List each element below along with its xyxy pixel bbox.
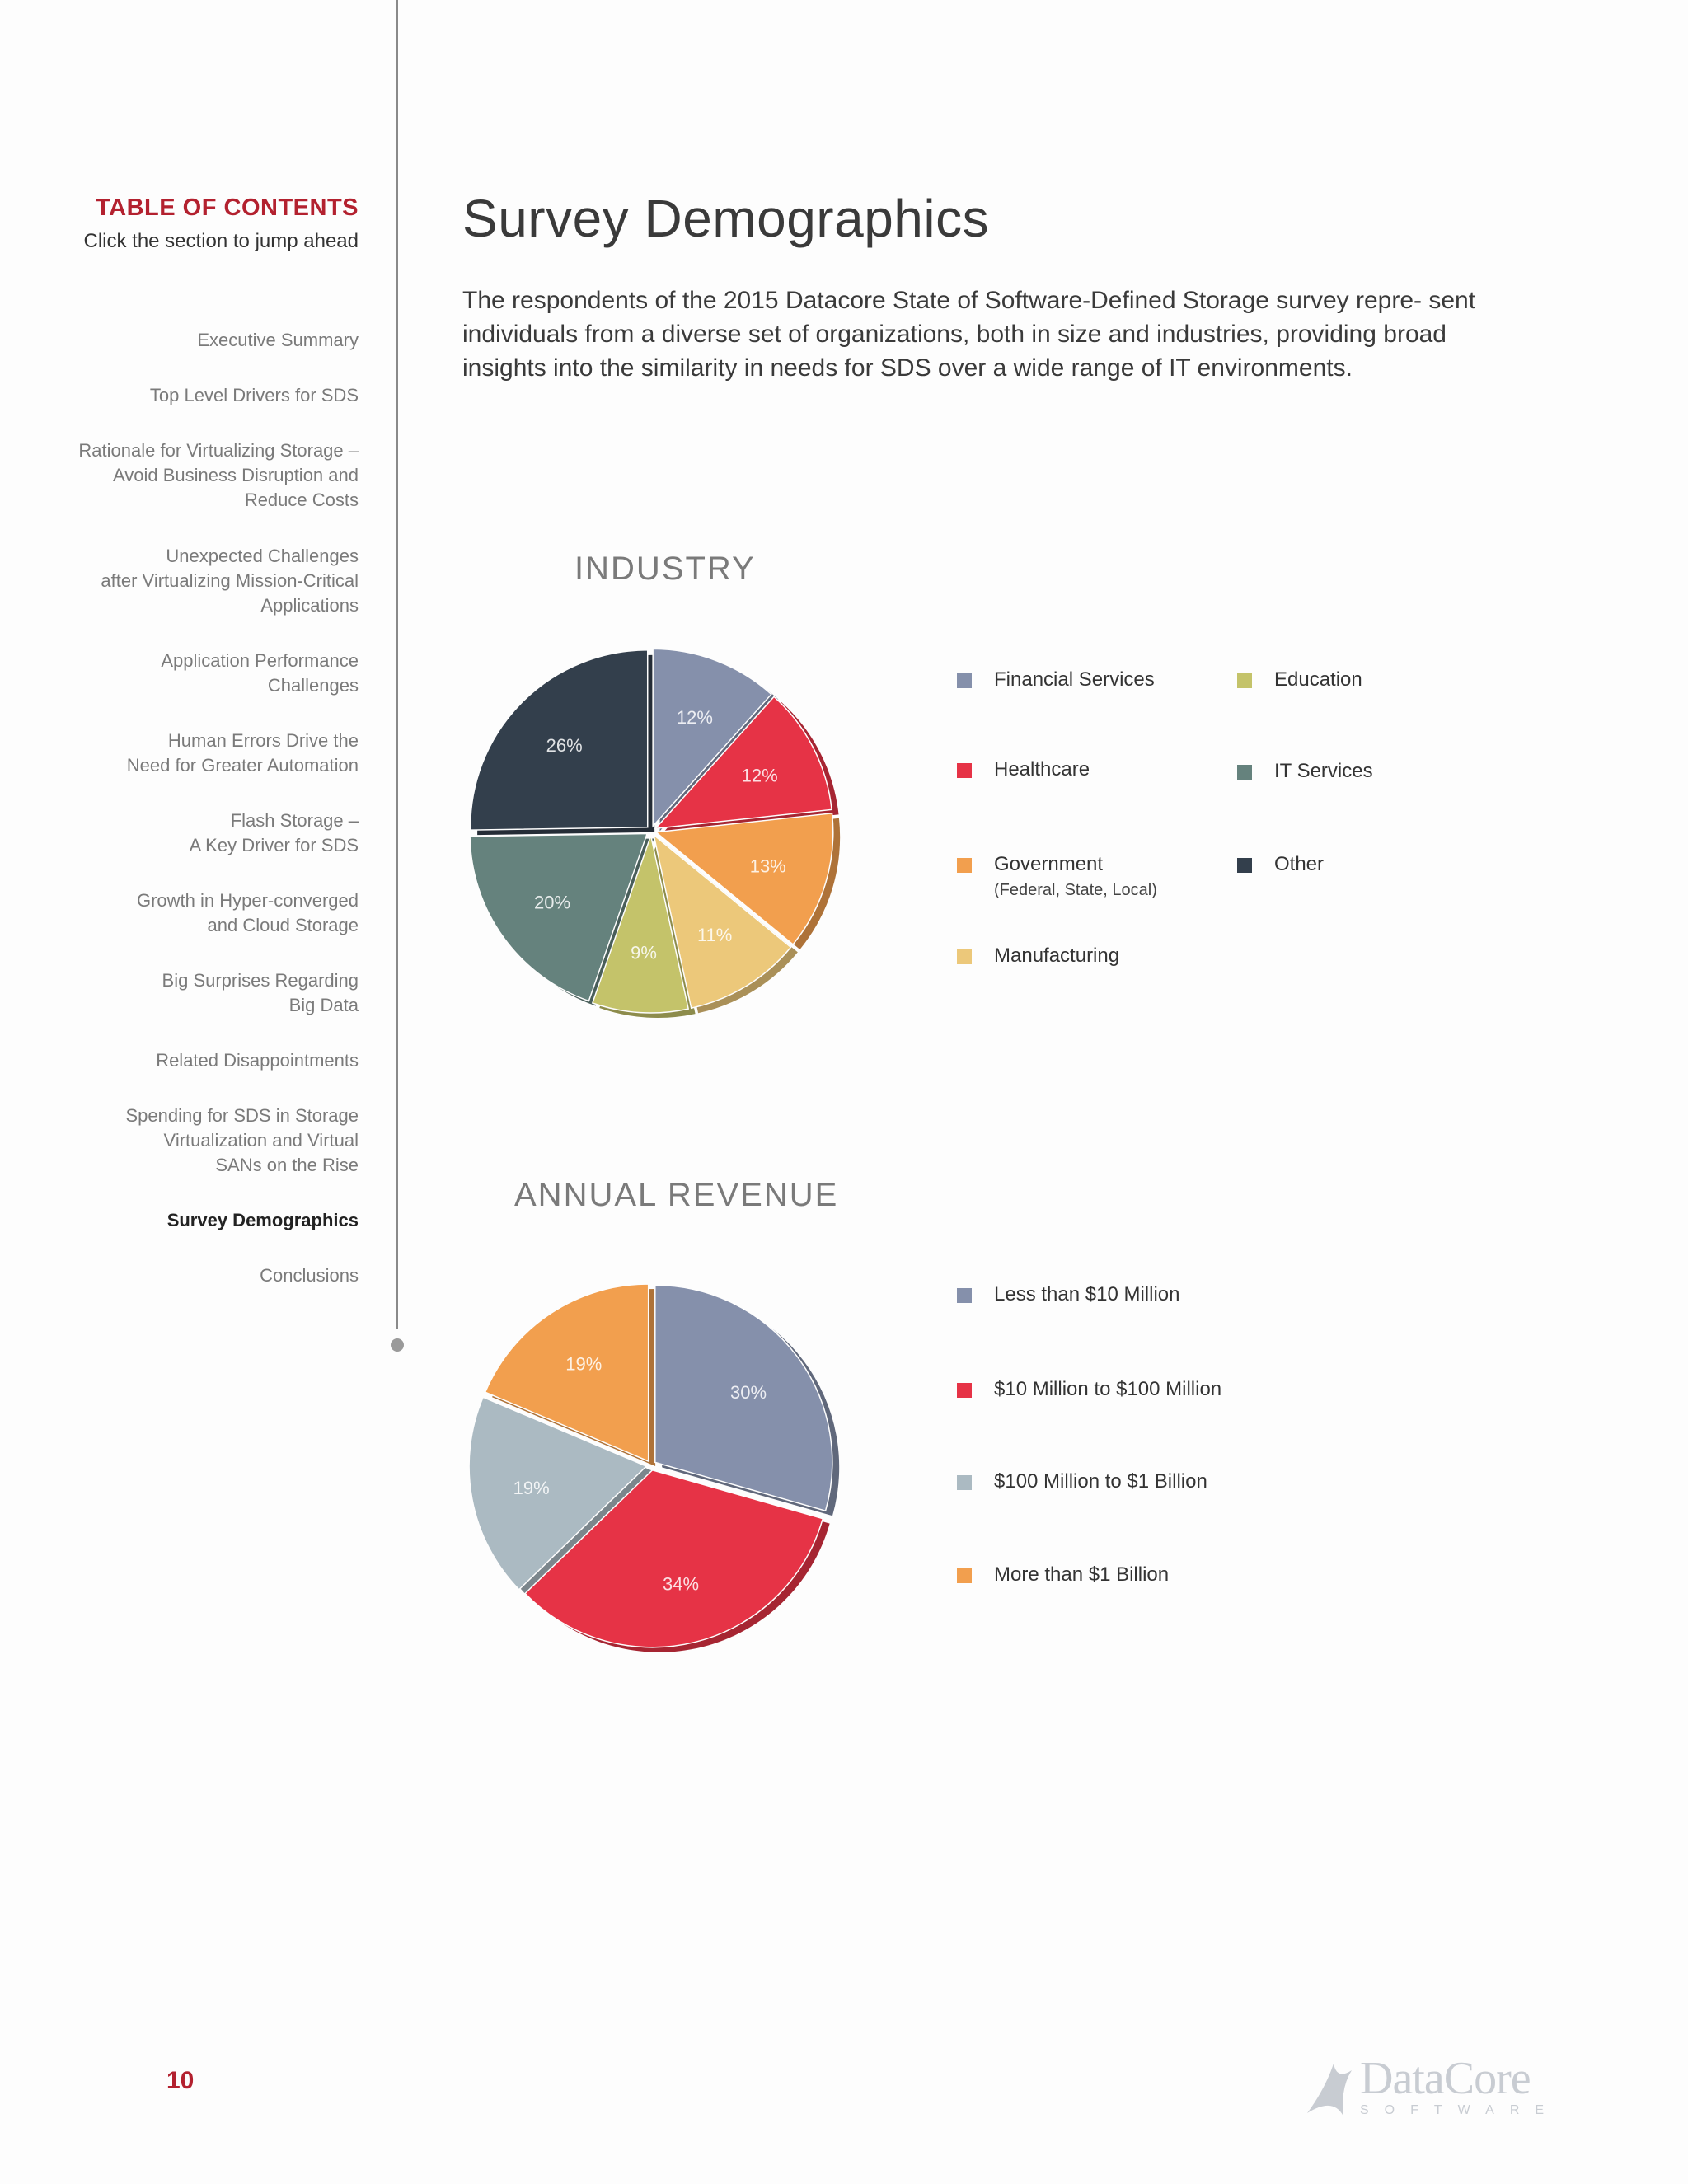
legend-label: Government bbox=[994, 853, 1104, 875]
toc-header bbox=[83, 194, 359, 253]
toc-link-line: SANs on the Rise bbox=[215, 1155, 359, 1175]
toc-subtitle: Click the section to jump ahead bbox=[83, 230, 359, 252]
legend-label: IT Services bbox=[1274, 760, 1373, 782]
logo-wordmark: DataCore bbox=[1360, 2053, 1531, 2104]
toc-link-line: Human Errors Drive the bbox=[167, 730, 359, 751]
toc-link-line: Growth in Hyper-converged bbox=[136, 890, 359, 911]
legend-swatch bbox=[957, 763, 972, 778]
pie-slice-label: 9% bbox=[631, 942, 657, 963]
pie-slice-label: 11% bbox=[696, 925, 733, 946]
toc-link[interactable] bbox=[190, 808, 359, 858]
intro-paragraph: The respondents of the 2015 Datacore State of Software-Defined Storage survey repre- sent individuals from a diverse set of organizations, both in size and industries, providing broad insights into the similarity in needs for SDS over a wide range of IT environments. bbox=[462, 287, 1476, 382]
toc-link-line: Conclusions bbox=[260, 1265, 359, 1286]
legend-swatch bbox=[957, 1383, 972, 1398]
toc-link[interactable] bbox=[162, 968, 359, 1018]
legend-label: Less than $10 Million bbox=[994, 1283, 1180, 1305]
toc-link-line: Top Level Drivers for SDS bbox=[149, 385, 359, 405]
toc-link-line: Big Data bbox=[288, 995, 359, 1015]
pie-slice-label: 30% bbox=[730, 1381, 767, 1403]
toc-link[interactable] bbox=[137, 888, 359, 938]
toc-link[interactable] bbox=[260, 1263, 359, 1288]
datacore-logo-icon bbox=[1301, 2055, 1358, 2121]
legend-label: Financial Services bbox=[994, 668, 1155, 691]
toc-link-line: Avoid Business Disruption and bbox=[113, 465, 359, 485]
toc-link-line: Applications bbox=[260, 595, 359, 616]
toc-title: TABLE OF CONTENTS bbox=[96, 194, 359, 221]
legend-swatch bbox=[957, 1288, 972, 1303]
legend-swatch bbox=[957, 1475, 972, 1490]
pie-slice-label: 20% bbox=[534, 892, 571, 913]
toc-link[interactable] bbox=[125, 1104, 359, 1178]
pie-slice-label: 13% bbox=[749, 855, 786, 877]
toc-link-line: Flash Storage – bbox=[230, 810, 359, 831]
pie-slice-label: 12% bbox=[676, 706, 713, 728]
pie-slice-label: 26% bbox=[546, 735, 583, 757]
legend-label: Manufacturing bbox=[994, 944, 1120, 967]
legend-swatch bbox=[957, 673, 972, 688]
datacore-logo bbox=[1301, 2052, 1560, 2126]
toc-link-line: Rationale for Virtualizing Storage – bbox=[78, 440, 359, 461]
legend-swatch bbox=[1237, 673, 1252, 688]
toc-link-line: Application Performance bbox=[161, 650, 359, 671]
toc-link-line: Related Disappointments bbox=[156, 1050, 359, 1071]
toc-link[interactable] bbox=[101, 544, 359, 618]
toc-link-line: after Virtualizing Mission-Critical bbox=[101, 570, 359, 591]
toc-link-line: A Key Driver for SDS bbox=[189, 835, 359, 855]
toc-link[interactable] bbox=[156, 1048, 359, 1073]
toc-link-line: Spending for SDS in Storage bbox=[125, 1105, 359, 1126]
industry-chart-title: INDUSTRY bbox=[574, 551, 756, 587]
industry-pie-chart bbox=[462, 635, 841, 1030]
toc-link-line: Virtualization and Virtual bbox=[163, 1130, 359, 1151]
legend-label: $100 Million to $1 Billion bbox=[994, 1470, 1207, 1493]
legend-swatch bbox=[1237, 765, 1252, 780]
page-number: 10 bbox=[166, 2067, 195, 2094]
legend-label: Education bbox=[1274, 668, 1362, 691]
toc-link[interactable] bbox=[167, 1208, 359, 1233]
legend-label: More than $1 Billion bbox=[994, 1563, 1170, 1586]
legend-swatch bbox=[1237, 858, 1252, 873]
toc-link-line: Challenges bbox=[267, 675, 359, 696]
toc-link[interactable] bbox=[78, 438, 359, 513]
toc-divider bbox=[396, 0, 398, 1329]
legend-label: Healthcare bbox=[994, 758, 1090, 780]
toc-link[interactable] bbox=[161, 649, 359, 698]
toc-link-line: Reduce Costs bbox=[244, 490, 359, 510]
toc-link-line: Executive Summary bbox=[197, 330, 359, 350]
pie-slice-label: 19% bbox=[513, 1478, 550, 1499]
pie-slice-label: 19% bbox=[565, 1353, 603, 1375]
pie-slice-label: 12% bbox=[741, 765, 778, 786]
page-title: Survey Demographics bbox=[462, 189, 990, 248]
toc-link[interactable] bbox=[197, 328, 359, 353]
legend-label: $10 Million to $100 Million bbox=[994, 1378, 1222, 1400]
toc-link-line: Survey Demographics bbox=[166, 1210, 359, 1230]
legend-sublabel: (Federal, State, Local) bbox=[994, 881, 1157, 899]
legend-swatch bbox=[957, 949, 972, 964]
toc-link-line: Need for Greater Automation bbox=[126, 755, 359, 776]
logo-tagline: SOFTWARE bbox=[1360, 2103, 1560, 2117]
legend-label: Other bbox=[1274, 853, 1325, 875]
revenue-pie-chart bbox=[462, 1269, 841, 1665]
legend-swatch bbox=[957, 858, 972, 873]
toc-link[interactable] bbox=[150, 383, 359, 408]
toc-scroll-marker bbox=[391, 1338, 404, 1352]
toc-link-line: Unexpected Challenges bbox=[166, 546, 359, 566]
legend-swatch bbox=[957, 1568, 972, 1583]
toc-link-line: Big Surprises Regarding bbox=[162, 970, 359, 991]
pie-slice-label: 34% bbox=[663, 1573, 700, 1595]
toc-link[interactable] bbox=[127, 729, 359, 778]
toc-link-line: and Cloud Storage bbox=[207, 915, 359, 935]
revenue-chart-title: ANNUAL REVENUE bbox=[514, 1177, 839, 1213]
